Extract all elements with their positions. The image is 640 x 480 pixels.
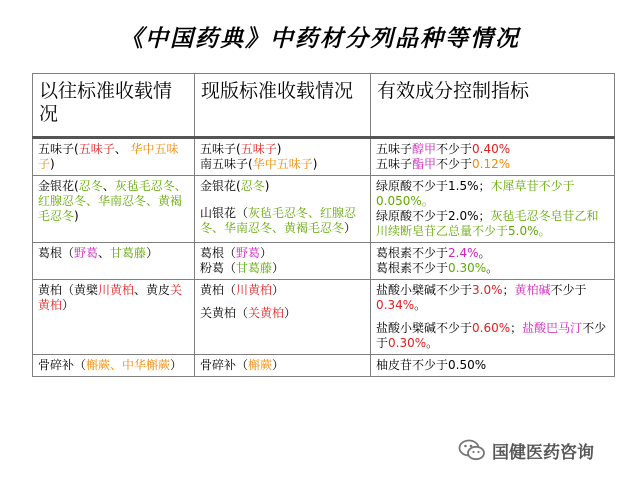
text-run: 葛根素不少于	[376, 246, 449, 260]
text-run: 五味子	[376, 142, 413, 156]
text-run: 五味子	[240, 142, 277, 156]
cell-line	[200, 246, 365, 261]
cell-line	[200, 283, 365, 298]
text-run: 骨碎补（	[200, 358, 249, 372]
table-body	[33, 74, 615, 377]
text-run: 粉葛（	[200, 261, 237, 275]
text-run: 木犀草苷不少于0.050%。	[376, 179, 575, 208]
text-run: 关黄柏（	[200, 306, 249, 320]
watermark-text: 国健医药咨询	[492, 442, 594, 463]
cell-line	[200, 261, 365, 276]
cell-line	[376, 261, 609, 276]
text-run: ）	[272, 283, 285, 297]
table-header-row	[33, 74, 615, 138]
text-run: 绿原酸不少于2.0%；	[376, 209, 491, 223]
cell-line	[200, 206, 365, 236]
cell-current-standard	[195, 280, 371, 355]
text-run: 。	[486, 261, 499, 275]
cell-old-standard	[33, 176, 195, 243]
text-run: 灰毡毛忍冬、红腺忍冬、华南忍冬、黄褐毛忍冬	[200, 206, 357, 235]
text-run: ）	[170, 358, 183, 372]
text-run: 黄柏（	[200, 283, 237, 297]
text-run: )	[74, 209, 79, 223]
page-title: 《中国药典》中药材分列品种等情况	[120, 25, 520, 52]
text-run: 五味子(	[200, 142, 241, 156]
cell-line	[376, 157, 609, 172]
herb-table	[32, 73, 615, 377]
cell-old-standard	[33, 138, 195, 176]
text-run: 不少于	[436, 142, 473, 156]
text-run: 盐酸小檗碱不少于	[376, 283, 473, 297]
text-run: ；	[510, 321, 523, 335]
cell-line	[376, 209, 609, 239]
text-run: 金银花(	[200, 179, 241, 193]
text-run: 骨碎补（	[38, 358, 87, 372]
text-run: 0.34%	[376, 298, 415, 312]
text-run: 不少于	[376, 321, 607, 350]
cell-indicators	[371, 138, 615, 176]
text-run: 0.40%	[472, 142, 511, 156]
cell-line	[376, 246, 609, 261]
cell-line	[200, 157, 365, 172]
text-run: )	[50, 157, 55, 171]
text-run: 金银花(	[38, 179, 79, 193]
text-run: )	[264, 179, 270, 193]
cell-indicators	[371, 280, 615, 355]
text-run: 柚皮苷不少于0.50%	[376, 358, 487, 372]
cell-current-standard	[195, 243, 371, 280]
text-run: 。	[426, 336, 439, 350]
text-run: 0.30%	[388, 336, 427, 350]
table-row	[33, 138, 615, 176]
table-row	[33, 176, 615, 243]
text-run: 灰毡毛忍冬、红腺忍冬、华南忍冬、黄褐毛忍冬	[38, 179, 187, 223]
text-run: 、黄皮	[134, 283, 171, 297]
text-run: 南五味子(	[200, 157, 253, 171]
header-current-standard: 现版标准收载情况	[195, 74, 371, 138]
header-old-standard: 以往标准收载情况	[33, 74, 195, 138]
text-run: 葛根（	[200, 246, 237, 260]
text-run: 不少于	[550, 283, 587, 297]
text-run: 葛根（	[38, 246, 75, 260]
cell-current-standard	[195, 138, 371, 176]
text-run: )	[276, 142, 282, 156]
text-run: 绿原酸不少于1.5%；	[376, 179, 491, 193]
text-run: 华中五味子	[38, 142, 179, 171]
text-run: ）	[284, 306, 297, 320]
text-run: 葛根素不少于	[376, 261, 449, 275]
wechat-icon	[458, 438, 486, 462]
text-run: )	[312, 157, 318, 171]
text-run: 。	[478, 246, 491, 260]
cell-indicators	[371, 355, 615, 377]
text-run: ）	[272, 261, 285, 275]
text-run: 酯甲	[412, 157, 437, 171]
text-run: 野葛	[74, 246, 99, 260]
text-run: 关黄柏	[248, 306, 285, 320]
table-row	[33, 243, 615, 280]
text-run: 0.30%	[448, 261, 487, 275]
cell-indicators	[371, 243, 615, 280]
text-run: 黄柏（黄檗	[38, 283, 99, 297]
text-run: 五味子(	[38, 142, 79, 156]
text-run: 盐酸小檗碱不少于	[376, 321, 473, 335]
text-run: 不少于	[436, 157, 473, 171]
text-run: ）	[272, 358, 285, 372]
cell-line	[200, 142, 365, 157]
text-run: 3.0%	[472, 283, 503, 297]
text-run: 五味子	[78, 142, 115, 156]
text-run: 槲蕨	[248, 358, 273, 372]
text-run: 忍冬	[78, 179, 103, 193]
cell-line	[376, 142, 609, 157]
text-run: 槲蕨、中华槲蕨	[86, 358, 171, 372]
cell-line	[376, 179, 609, 209]
text-run: ）	[260, 246, 273, 260]
text-run: 2.4%	[448, 246, 479, 260]
table-row	[33, 355, 615, 377]
text-run: 。	[414, 298, 427, 312]
text-run: 黄柏碱	[514, 283, 551, 297]
text-run: 华中五味子	[252, 157, 313, 171]
text-run: 五味子	[376, 157, 413, 171]
cell-line	[200, 179, 365, 194]
text-run: 醇甲	[412, 142, 437, 156]
text-run: 、	[102, 179, 115, 193]
text-run: 0.60%	[472, 321, 511, 335]
text-run: 川黄柏	[98, 283, 135, 297]
table-row	[33, 280, 615, 355]
watermark	[458, 436, 594, 464]
cell-current-standard	[195, 176, 371, 243]
cell-current-standard	[195, 355, 371, 377]
text-run: 山银花（	[200, 206, 249, 220]
cell-old-standard	[33, 243, 195, 280]
cell-line	[200, 358, 365, 373]
cell-indicators	[371, 176, 615, 243]
text-run: 盐酸巴马汀	[522, 321, 583, 335]
text-run: ）	[62, 298, 75, 312]
header-indicators: 有效成分控制指标	[371, 74, 615, 138]
text-run: 甘葛藤	[236, 261, 273, 275]
cell-line	[376, 321, 609, 351]
cell-old-standard	[33, 355, 195, 377]
text-run: 、	[114, 142, 131, 156]
text-run: 甘葛藤	[110, 246, 147, 260]
cell-old-standard	[33, 280, 195, 355]
text-run: 0.12%	[472, 157, 511, 171]
text-run: 灰毡毛忍冬皂苷乙和川续断皂苷乙总量不少于5.0%。	[376, 209, 599, 238]
spacer	[200, 194, 365, 206]
text-run: 川黄柏	[236, 283, 273, 297]
text-run: 、	[98, 246, 111, 260]
text-run: ）	[344, 221, 357, 235]
text-run: 关黄柏	[38, 283, 183, 312]
text-run: 忍冬	[240, 179, 265, 193]
cell-line	[376, 358, 609, 373]
text-run: ）	[146, 246, 159, 260]
cell-line	[376, 283, 609, 313]
cell-line	[200, 306, 365, 321]
text-run: 野葛	[236, 246, 261, 260]
text-run: ；	[502, 283, 515, 297]
